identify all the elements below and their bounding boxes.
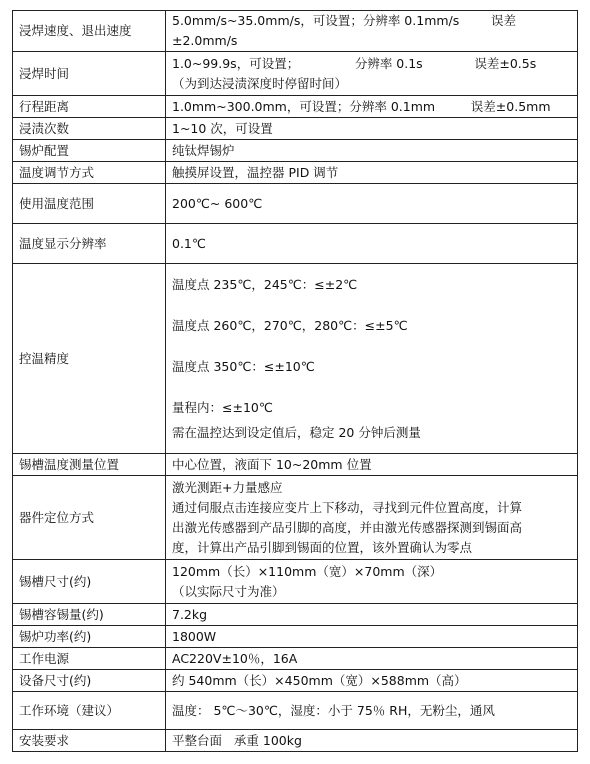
table-row	[13, 52, 578, 96]
value-line: 度，计算出产品引脚到锡面的位置，该外置确认为零点	[172, 539, 473, 555]
row-label: 行程距离	[13, 96, 166, 118]
value-line: （以实际尺寸为准）	[172, 583, 285, 599]
value-line: 纯钛焊锡炉	[172, 142, 235, 158]
table-row	[13, 184, 578, 224]
value-line: 5.0mm/s~35.0mm/s，可设置；分辨率 0.1mm/s 误差±2.0mm/s	[172, 13, 517, 48]
table-row	[13, 96, 578, 118]
row-value	[166, 476, 578, 560]
value-line: 约 540mm（长）×450mm（宽）×588mm（高）	[172, 672, 467, 688]
row-label: 锡炉功率(约)	[13, 626, 166, 648]
row-value	[166, 184, 578, 224]
row-label: 工作环境（建议）	[13, 692, 166, 730]
value-line: 激光测距+力量感应	[172, 479, 283, 495]
row-value	[166, 692, 578, 730]
row-label: 设备尺寸(约)	[13, 670, 166, 692]
value-line: 1.0mm~300.0mm，可设置；分辨率 0.1mm 误差±0.5mm	[172, 98, 551, 114]
value-line: 120mm（长）×110mm（宽）×70mm（深）	[172, 563, 443, 579]
value-line: AC220V±10％，16A	[172, 650, 298, 666]
table-row	[13, 140, 578, 162]
value-line: 温度点 350℃：≤±10℃	[172, 359, 315, 374]
value-line: 通过伺服点击连接应变片上下移动，寻找到元件位置高度，计算	[172, 499, 523, 515]
row-value	[166, 626, 578, 648]
table-row	[13, 648, 578, 670]
value-line: 1800W	[172, 628, 217, 644]
table-row	[13, 11, 578, 52]
row-value	[166, 11, 578, 52]
row-value	[166, 604, 578, 626]
table-row	[13, 118, 578, 140]
row-label: 温度调节方式	[13, 162, 166, 184]
row-label: 浸焊速度、退出速度	[13, 11, 166, 52]
value-line: （为到达浸渍深度时停留时间）	[172, 75, 348, 91]
table-row	[13, 604, 578, 626]
row-label: 使用温度范围	[13, 184, 166, 224]
row-label: 控温精度	[13, 264, 166, 454]
row-label: 器件定位方式	[13, 476, 166, 560]
value-line: 量程内：≤±10℃	[172, 400, 273, 415]
table-row	[13, 264, 578, 454]
row-value	[166, 560, 578, 604]
row-label: 浸焊时间	[13, 52, 166, 96]
value-line: 7.2kg	[172, 606, 208, 622]
table-row	[13, 476, 578, 560]
row-value	[166, 454, 578, 476]
table-row	[13, 670, 578, 692]
row-label: 工作电源	[13, 648, 166, 670]
row-value	[166, 96, 578, 118]
value-line: 0.1℃	[172, 235, 206, 251]
table-row	[13, 224, 578, 264]
row-value	[166, 670, 578, 692]
table-row	[13, 560, 578, 604]
row-label: 锡槽温度测量位置	[13, 454, 166, 476]
table-row	[13, 692, 578, 730]
value-line: 1~10 次，可设置	[172, 120, 273, 136]
row-value	[166, 730, 578, 752]
spec-table	[12, 10, 578, 752]
row-label: 安装要求	[13, 730, 166, 752]
value-line: 温度： 5℃～30℃，湿度：小于 75％ RH，无粉尘，通风	[172, 702, 495, 718]
row-value	[166, 224, 578, 264]
row-label: 温度显示分辨率	[13, 224, 166, 264]
row-value	[166, 52, 578, 96]
table-row	[13, 454, 578, 476]
table-row	[13, 730, 578, 752]
value-line: 1.0~99.9s，可设置； 分辨率 0.1s 误差±0.5s	[172, 55, 537, 71]
row-value	[166, 648, 578, 670]
row-label: 锡槽容锡量(约)	[13, 604, 166, 626]
value-line: 温度点 235℃，245℃：≤±2℃	[172, 277, 358, 292]
value-line: 温度点 260℃，270℃，280℃：≤±5℃	[172, 318, 408, 333]
value-line: 触摸屏设置，温控器 PID 调节	[172, 164, 339, 180]
value-line: 200℃~ 600℃	[172, 195, 263, 211]
row-value	[166, 118, 578, 140]
row-label: 锡槽尺寸(约)	[13, 560, 166, 604]
row-label: 锡炉配置	[13, 140, 166, 162]
value-line: 出激光传感器到产品引脚的高度，并由激光传感器探测到锡面高	[172, 519, 523, 535]
table-row	[13, 626, 578, 648]
row-label: 浸渍次数	[13, 118, 166, 140]
value-line: 需在温控达到设定值后，稳定 20 分钟后测量	[172, 425, 421, 440]
row-value	[166, 264, 578, 454]
value-line: 中心位置，液面下 10~20mm 位置	[172, 456, 372, 472]
row-value	[166, 162, 578, 184]
table-row	[13, 162, 578, 184]
row-value	[166, 140, 578, 162]
value-line: 平整台面 承重 100kg	[172, 732, 302, 748]
